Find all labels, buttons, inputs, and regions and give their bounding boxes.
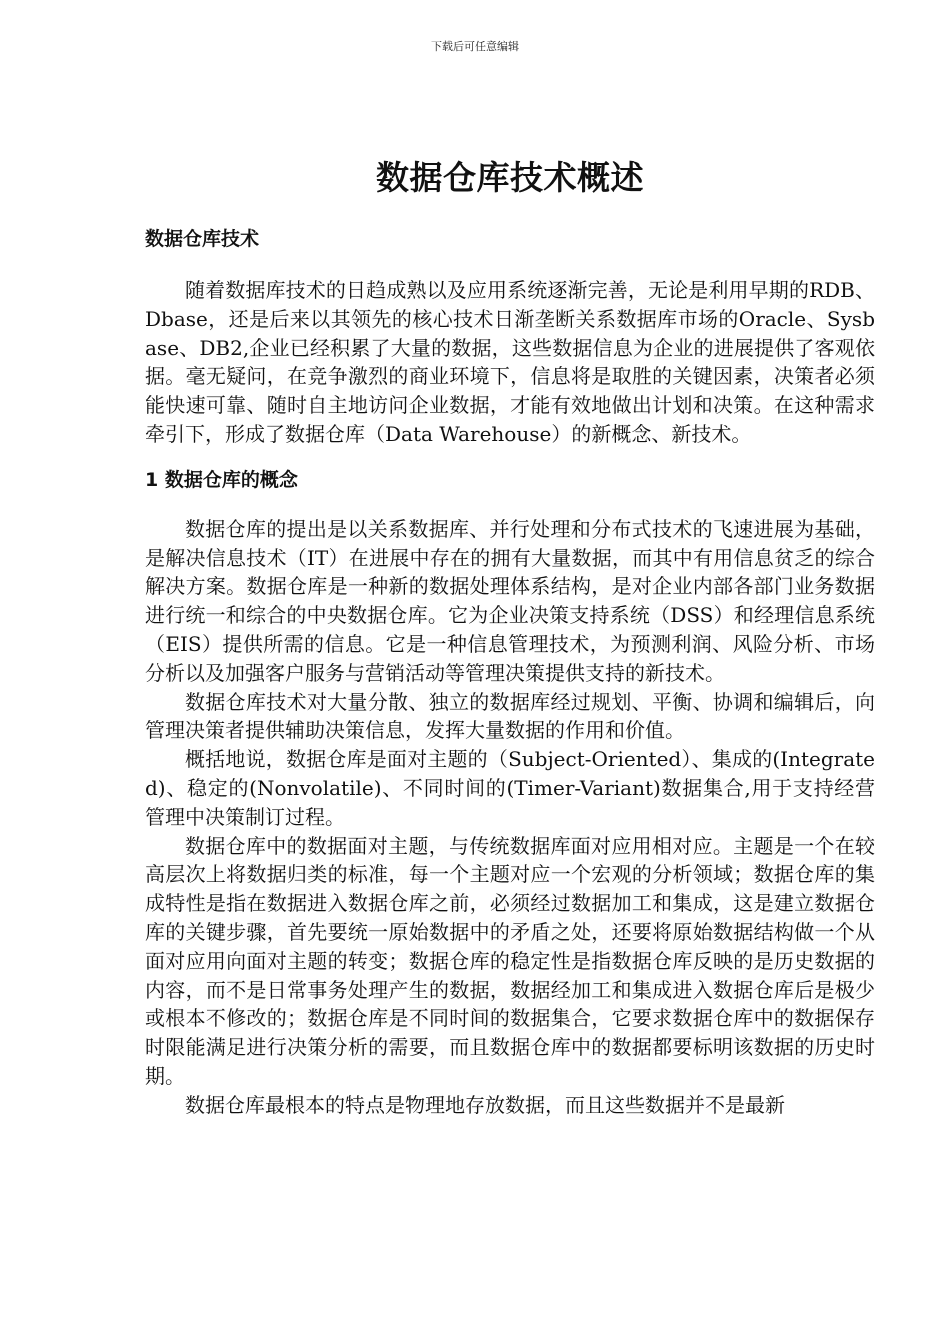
page-title: 数据仓库技术概述	[376, 158, 644, 197]
paragraph: 数据仓库的提出是以关系数据库、并行处理和分布式技术的飞速进展为基础，是解决信息技术（IT）在进展中存在的拥有大量数据，而其中有用信息贫乏的综合解决方案。数据仓库是一种新的数据处理体系结构，是对企业内部各部门业务数据进行统一和综合的中央数据仓库。它为企业决策支持系统（DSS）和经理信息系统（EIS）提供所需的信息。它是一种信息管理技术，为预测利润、风险分析、市场分析以及加强客户服务与营销活动等管理决策提供支持的新技术。	[145, 516, 875, 685]
header-note: 下载后可任意编辑	[431, 40, 519, 53]
paragraph: 数据仓库最根本的特点是物理地存放数据，而且这些数据并不是最新	[185, 1092, 785, 1117]
paragraph: 随着数据库技术的日趋成熟以及应用系统逐渐完善，无论是利用早期的RDB、Dbase，还是后来以其领先的核心技术日渐垄断关系数据库市场的Oracle、Sysbase、DB2,企业已经积累了大量的数据，这些数据信息为企业的进展提供了客观依据。毫无疑问，在竞争激烈的商业环境下，信息将是取胜的关键因素，决策者必须能快速可靠、随时自主地访问企业数据，才能有效地做出计划和决策。在这种需求牵引下，形成了数据仓库（Data Warehouse）的新概念、新技术。	[145, 278, 875, 446]
section-heading-overview: 数据仓库技术	[145, 228, 260, 250]
paragraph: 数据仓库技术对大量分散、独立的数据库经过规划、平衡、协调和编辑后，向管理决策者提供辅助决策信息，发挥大量数据的作用和价值。	[145, 689, 875, 743]
paragraph: 数据仓库中的数据面对主题，与传统数据库面对应用相对应。主题是一个在较高层次上将数据归类的标准，每一个主题对应一个宏观的分析领域；数据仓库的集成特性是指在数据进入数据仓库之前，必须经过数据加工和集成，这是建立数据仓库的关键步骤，首先要统一原始数据中的矛盾之处，还要将原始数据结构做一个从面对应用向面对主题的转变；数据仓库的稳定性是指数据仓库反映的是历史数据的内容，而不是日常事务处理产生的数据，数据经加工和集成进入数据仓库后是极少或根本不修改的；数据仓库是不同时间的数据集合，它要求数据仓库中的数据保存时限能满足进行决策分析的需要，而且数据仓库中的数据都要标明该数据的历史时期。	[145, 833, 875, 1088]
paragraph: 概括地说，数据仓库是面对主题的（Subject-Oriented）、集成的(Integrated)、稳定的(Nonvolatile)、不同时间的(Timer-Variant)数据集合,用于支持经营管理中决策制订过程。	[145, 747, 875, 829]
section-heading-concept: 1 数据仓库的概念	[145, 468, 298, 491]
document-body	[145, 224, 875, 1120]
